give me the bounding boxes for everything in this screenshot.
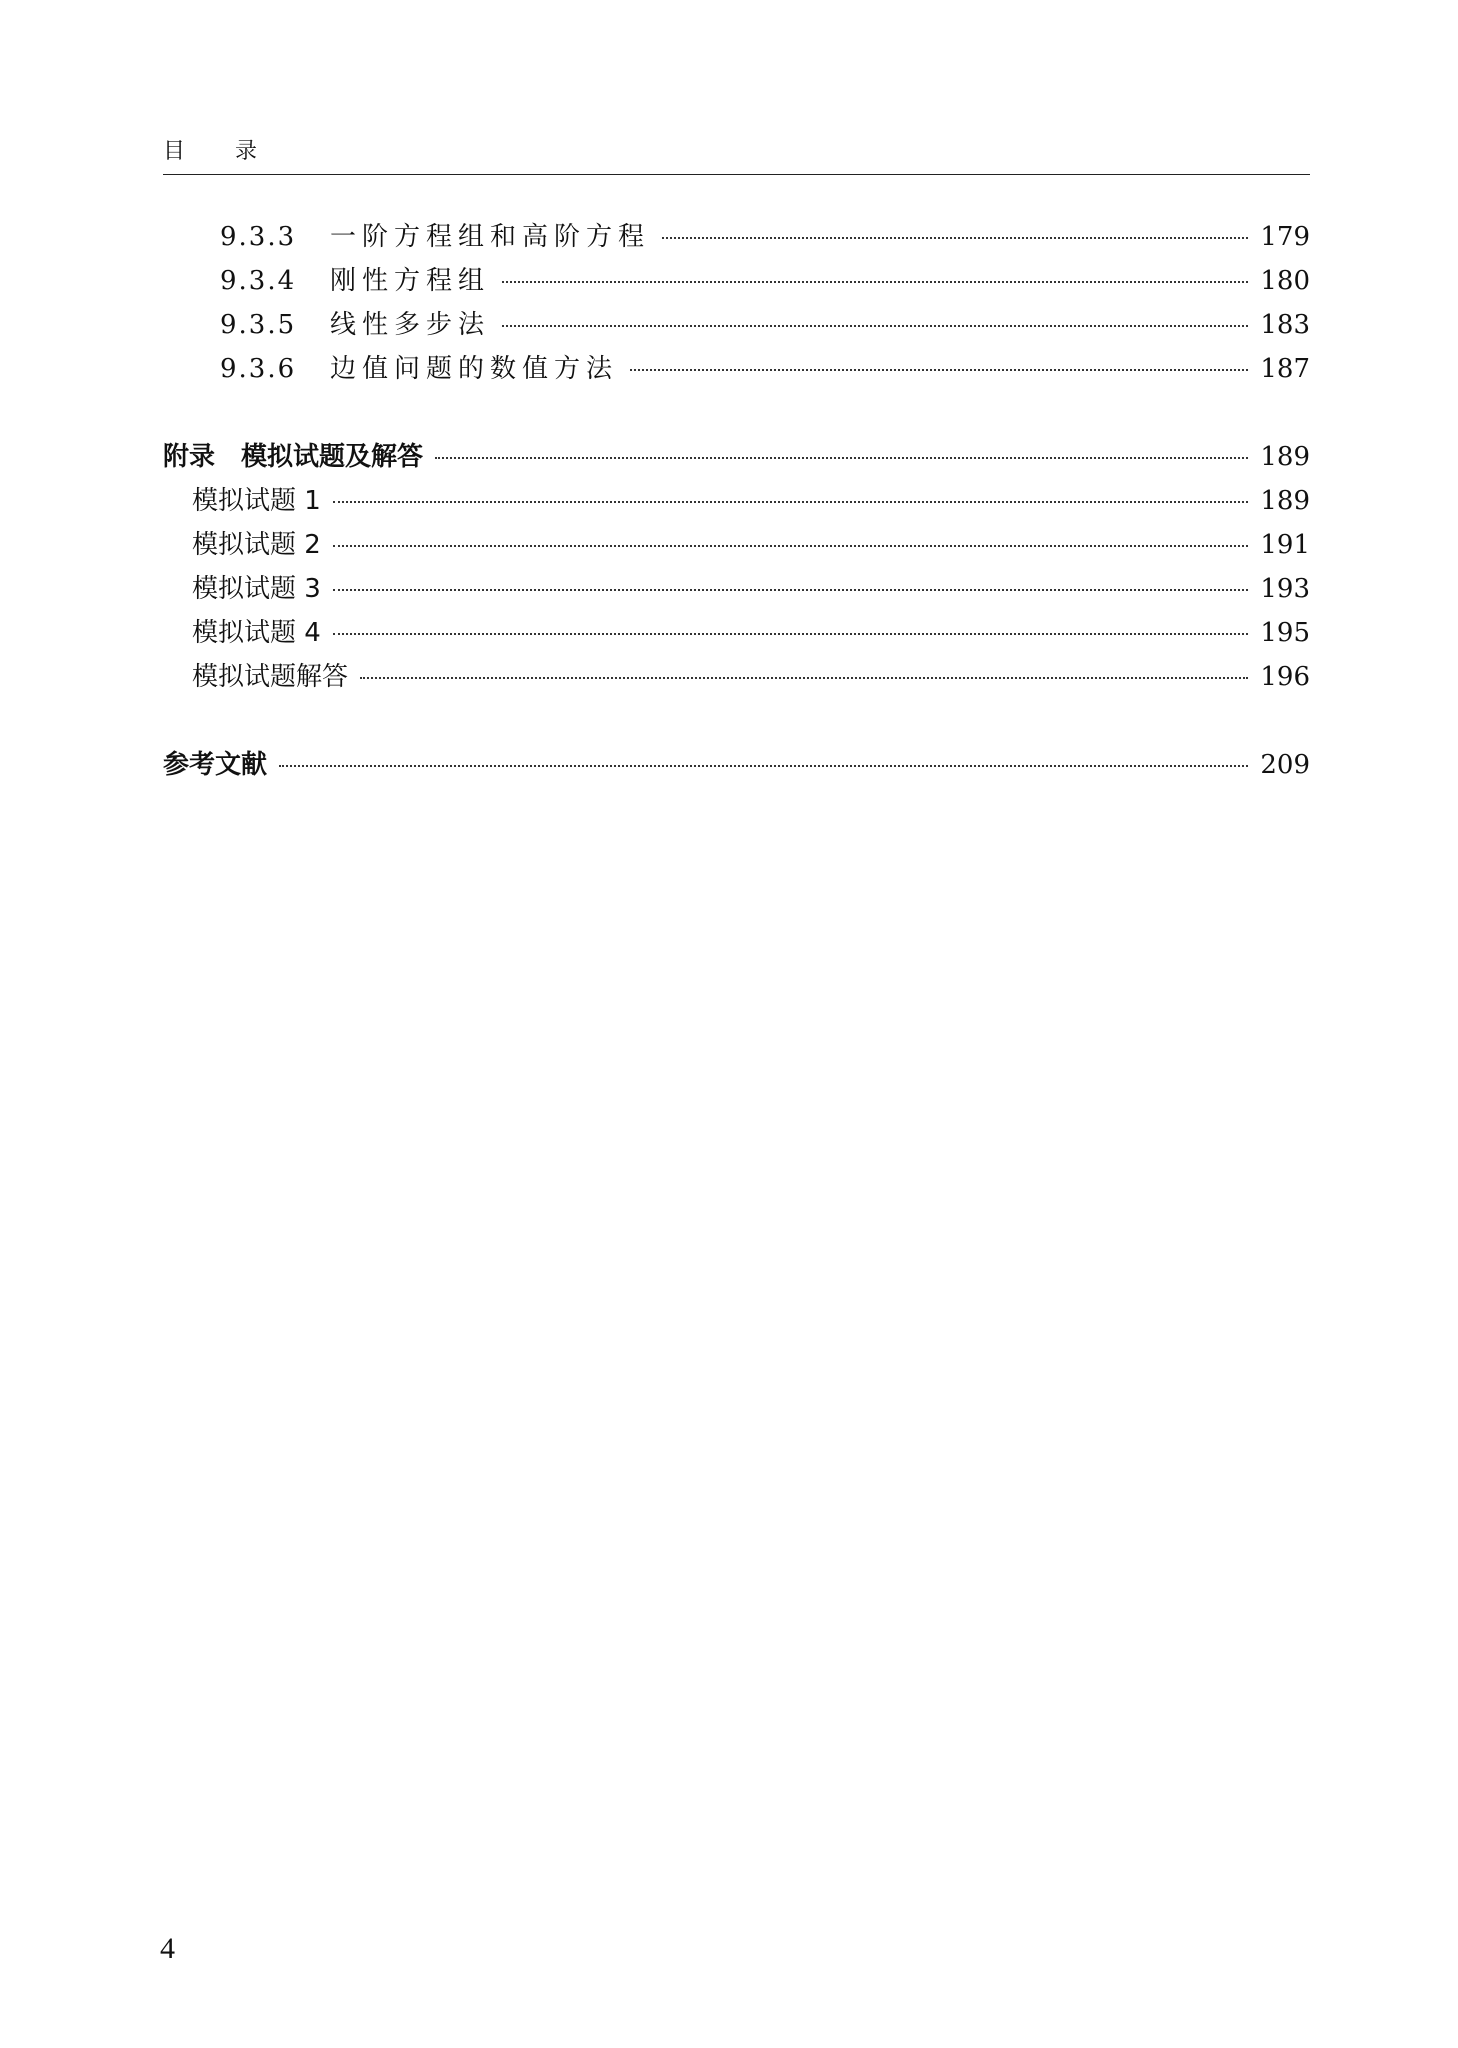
page-number: 189 [1260, 442, 1310, 472]
page-number: 179 [1260, 222, 1310, 252]
page-number: 193 [1260, 574, 1310, 604]
header-title: 目录 [163, 139, 308, 164]
toc-entry-mock-exam-answers[interactable] [192, 656, 1310, 696]
leader-dots [435, 457, 1248, 459]
page-number: 191 [1260, 530, 1310, 560]
section-number: 9.3.3 [220, 222, 297, 252]
toc-entry-references[interactable] [163, 744, 1310, 784]
page-number: 209 [1260, 750, 1310, 780]
section-number: 9.3.4 [220, 266, 297, 296]
entry-title: 模拟试题解答 [192, 662, 349, 692]
toc-entry-mock-exam-2[interactable] [192, 524, 1310, 564]
toc-entry-appendix[interactable] [163, 436, 1310, 476]
section-number: 9.3.5 [220, 310, 297, 340]
section-title: 边值问题的数值方法 [330, 354, 619, 384]
leader-dots [502, 281, 1248, 283]
toc-entry-mock-exam-4[interactable] [192, 612, 1310, 652]
leader-dots [502, 325, 1248, 327]
toc-entry-9-3-3[interactable] [220, 216, 1310, 256]
page-header [163, 128, 1310, 175]
entry-title: 模拟试题 1 [192, 486, 321, 516]
section-title: 刚性方程组 [330, 266, 491, 296]
section-title: 一阶方程组和高阶方程 [330, 222, 651, 252]
leader-dots [333, 589, 1249, 591]
page-number: 183 [1260, 310, 1310, 340]
footer-page-number: 4 [160, 1932, 175, 1965]
entry-title: 模拟试题 3 [192, 574, 321, 604]
leader-dots [333, 545, 1249, 547]
page-number: 195 [1260, 618, 1310, 648]
page-number: 187 [1260, 354, 1310, 384]
toc-entry-mock-exam-1[interactable] [192, 480, 1310, 520]
leader-dots [630, 369, 1248, 371]
section-number: 9.3.6 [220, 354, 297, 384]
section-title: 线性多步法 [330, 310, 491, 340]
entry-title: 模拟试题 2 [192, 530, 321, 560]
leader-dots [333, 501, 1249, 503]
toc-entry-mock-exam-3[interactable] [192, 568, 1310, 608]
page-number: 189 [1260, 486, 1310, 516]
appendix-title: 附录 模拟试题及解答 [163, 442, 424, 472]
toc-entry-9-3-6[interactable] [220, 348, 1310, 388]
leader-dots [662, 237, 1248, 239]
entry-title: 模拟试题 4 [192, 618, 321, 648]
page-number: 196 [1260, 662, 1310, 692]
leader-dots [333, 633, 1249, 635]
page-number: 180 [1260, 266, 1310, 296]
toc-entry-9-3-4[interactable] [220, 260, 1310, 300]
leader-dots [279, 765, 1248, 767]
references-title: 参考文献 [163, 750, 268, 780]
leader-dots [360, 677, 1248, 679]
toc-entry-9-3-5[interactable] [220, 304, 1310, 344]
